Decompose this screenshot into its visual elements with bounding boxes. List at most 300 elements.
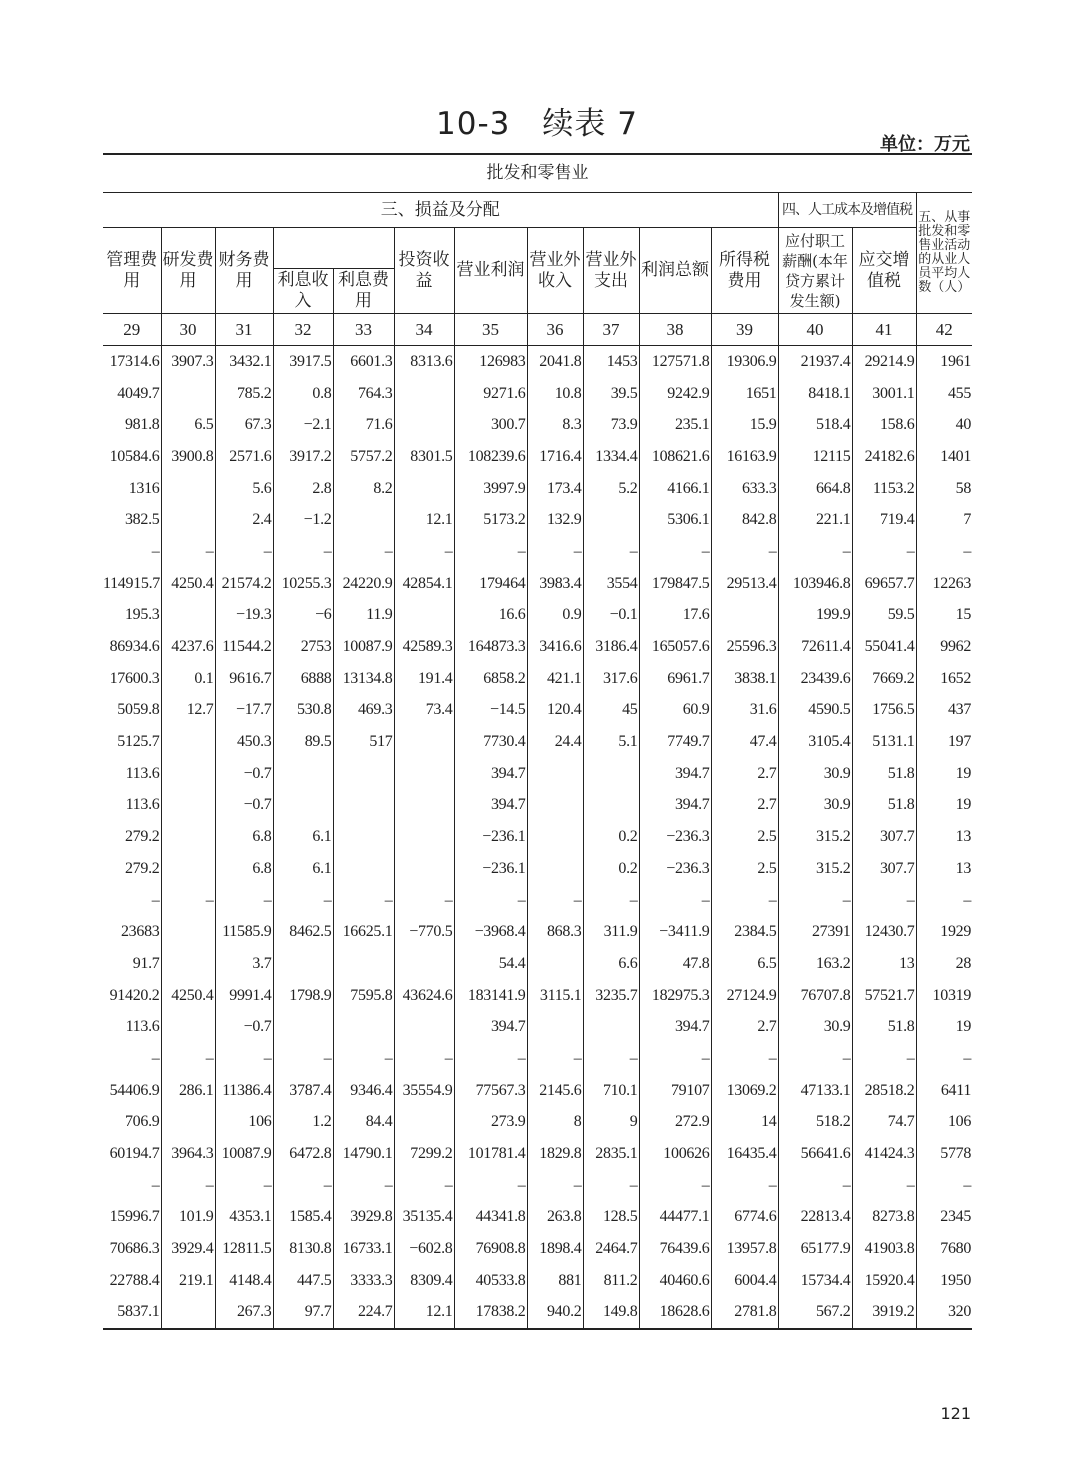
table-cell: 7 [963,511,972,529]
table-cell: 307.7 [852,853,916,885]
table-cell: 279.2 [103,853,161,885]
table-cell: 71.6 [333,409,394,441]
table-cell: 273.9 [454,1107,527,1139]
table-cell: 1829.8 [527,1138,583,1170]
table-cell: 5131.1 [852,726,916,758]
table-cell: 785.2 [215,378,273,410]
table-cell: 719.4 [852,504,916,536]
table-cell: 13 [955,828,972,846]
table-cell: – [215,1170,273,1202]
table-cell: – [778,536,852,568]
table-cell: – [583,1043,639,1075]
table-cell: 27391 [778,916,852,948]
table-cell: 5306.1 [639,504,711,536]
table-cell: 5757.2 [333,441,394,473]
table-cell [161,948,215,980]
table-cell: 9271.6 [454,378,527,410]
table-cell [333,790,394,822]
table-cell: 307.7 [852,821,916,853]
table-cell: −602.8 [394,1233,454,1265]
table-cell [333,758,394,790]
table-cell: 3917.2 [273,441,333,473]
table-cell: – [583,536,639,568]
table-cell: 51.8 [852,790,916,822]
table-cell: – [273,1170,333,1202]
col-41-header: 应交增值税 [852,228,916,314]
table-cell: 16733.1 [333,1233,394,1265]
table-cell: 164873.3 [454,631,527,663]
table-cell: 51.8 [852,758,916,790]
table-cell: −19.3 [215,600,273,632]
table-cell: 19306.9 [711,346,778,378]
table-cell: 39.5 [583,378,639,410]
table-cell: 15920.4 [852,1265,916,1297]
table-cell: 3907.3 [161,346,215,378]
table-cell: 12.1 [394,1297,454,1330]
table-cell: 128.5 [583,1202,639,1234]
table-row [103,885,972,917]
table-cell: 2.7 [711,790,778,822]
table-row [103,1011,972,1043]
sector-header: 批发和零售业 [103,154,972,193]
table-cell: 3929.8 [333,1202,394,1234]
table-cell: 47.8 [639,948,711,980]
table-cell [527,758,583,790]
table-cell: 30.9 [778,790,852,822]
table-cell [394,600,454,632]
table-cell: 8462.5 [273,916,333,948]
table-cell: 31.6 [711,695,778,727]
table-cell: 11386.4 [215,1075,273,1107]
table-cell: 1652 [940,669,972,687]
table-cell [394,821,454,853]
col-42-header: 五、从事批发和零售业活动的从业人员平均人数（人） [916,193,972,314]
table-cell: 1798.9 [273,980,333,1012]
table-cell: 106 [215,1107,273,1139]
table-cell: 1950 [940,1271,972,1289]
table-cell: 69657.7 [852,568,916,600]
table-cell: 195.3 [103,600,161,632]
table-cell: 43624.6 [394,980,454,1012]
table-cell: 219.1 [161,1265,215,1297]
col-29-header: 管理费用 [103,228,161,314]
table-cell: 76707.8 [778,980,852,1012]
col-number: 37 [583,314,639,346]
table-cell: 2345 [940,1208,972,1226]
table-cell: 394.7 [639,790,711,822]
table-cell: 633.3 [711,473,778,505]
table-cell: 394.7 [454,790,527,822]
table-cell: – [161,885,215,917]
table-cell: 15.9 [711,409,778,441]
table-cell: 3917.5 [273,346,333,378]
table-cell: 981.8 [103,409,161,441]
table-cell: 3115.1 [527,980,583,1012]
table-cell: – [852,1043,916,1075]
table-cell: 6472.8 [273,1138,333,1170]
table-cell: 1334.4 [583,441,639,473]
table-cell: 0.1 [161,663,215,695]
table-cell: 3919.2 [852,1297,916,1330]
table-cell [527,1011,583,1043]
table-cell: 4166.1 [639,473,711,505]
table-cell: 15 [955,606,972,624]
table-cell: 113.6 [103,758,161,790]
table-row [103,916,972,948]
table-row [103,821,972,853]
table-cell: 469.3 [333,695,394,727]
table-cell: −17.7 [215,695,273,727]
table-cell: −14.5 [454,695,527,727]
table-cell: 3186.4 [583,631,639,663]
table-cell [583,758,639,790]
table-row [103,346,972,378]
table-cell: – [583,1170,639,1202]
table-cell [161,821,215,853]
table-cell: 12.7 [161,695,215,727]
table-body [103,346,972,1330]
table-cell: 57521.7 [852,980,916,1012]
table-row [103,1138,972,1170]
table-cell: 530.8 [273,695,333,727]
table-cell: 55041.4 [852,631,916,663]
table-cell: – [333,536,394,568]
table-cell [583,1011,639,1043]
table-cell: 113.6 [103,1011,161,1043]
table-cell: – [639,885,711,917]
table-cell: 25596.3 [711,631,778,663]
table-cell: 13 [852,948,916,980]
table-cell: 179464 [454,568,527,600]
table-cell: 10087.9 [215,1138,273,1170]
table-cell: 279.2 [103,821,161,853]
table-cell: −236.1 [454,853,527,885]
table-cell: 7299.2 [394,1138,454,1170]
table-cell: 89.5 [273,726,333,758]
table-cell: – [215,885,273,917]
table-row [103,473,972,505]
table-cell: 3235.7 [583,980,639,1012]
table-cell: – [103,885,161,917]
table-cell [161,378,215,410]
table-cell: 22813.4 [778,1202,852,1234]
table-cell: 18628.6 [639,1297,711,1330]
table-cell: 4250.4 [161,980,215,1012]
table-cell: 706.9 [103,1107,161,1139]
col-31-header: 财务费用 [215,228,273,314]
table-cell: 179847.5 [639,568,711,600]
col-number: 41 [852,314,916,346]
table-cell: – [161,536,215,568]
table-cell: 4250.4 [161,568,215,600]
table-cell: 1716.4 [527,441,583,473]
table-row [103,980,972,1012]
table-cell: 518.2 [778,1107,852,1139]
table-cell: 101781.4 [454,1138,527,1170]
page-title: 10-3 续表 7 [436,106,638,142]
table-cell: 6858.2 [454,663,527,695]
col-number: 33 [333,314,394,346]
table-cell: 60.9 [639,695,711,727]
table-cell: 664.8 [778,473,852,505]
table-cell: – [711,1170,778,1202]
table-cell: 394.7 [639,758,711,790]
table-cell: 11585.9 [215,916,273,948]
table-cell: 12115 [778,441,852,473]
col-33-header: 利息费用 [333,269,394,314]
table-cell: 45 [583,695,639,727]
table-cell: 42589.3 [394,631,454,663]
col-number: 40 [778,314,852,346]
table-cell: 517 [333,726,394,758]
table-cell: 40533.8 [454,1265,527,1297]
table-cell: 2.5 [711,821,778,853]
table-cell: 19 [955,796,972,814]
table-cell: 91420.2 [103,980,161,1012]
table-cell: 54.4 [454,948,527,980]
table-cell [161,853,215,885]
table-cell: 19 [955,1018,972,1036]
table-cell: 9242.9 [639,378,711,410]
table-cell: 320 [916,1297,972,1330]
table-cell: 114915.7 [103,568,161,600]
table-row [103,441,972,473]
table-cell: 9 [583,1107,639,1139]
table-cell: 3333.3 [333,1265,394,1297]
table-cell: 29214.9 [852,346,916,378]
table-cell: 22788.4 [103,1265,161,1297]
table-cell: 30.9 [778,758,852,790]
table-cell: 7749.7 [639,726,711,758]
table-cell: 60194.7 [103,1138,161,1170]
table-cell: 74.7 [852,1107,916,1139]
table-cell: 35554.9 [394,1075,454,1107]
table-cell: – [711,885,778,917]
table-cell: 28518.2 [852,1075,916,1107]
table-cell: 8301.5 [394,441,454,473]
table-cell [161,504,215,536]
table-cell: 2384.5 [711,916,778,948]
table-cell [394,726,454,758]
col-number: 36 [527,314,583,346]
table-cell: 764.3 [333,378,394,410]
table-cell: 6.1 [273,821,333,853]
table-cell: 14 [711,1107,778,1139]
table-cell: 317.6 [583,663,639,695]
table-cell: 40460.6 [639,1265,711,1297]
table-cell: – [394,1043,454,1075]
table-cell: – [333,1043,394,1075]
table-cell: 1401 [940,447,972,465]
table-cell: 76908.8 [454,1233,527,1265]
sub-header-spacer [273,228,394,269]
col-37-header: 营业外支出 [583,228,639,314]
table-cell: 21937.4 [778,346,852,378]
group-header-labor-cost: 四、人工成本及增值税 [778,193,916,228]
table-cell: −2.1 [273,409,333,441]
table-cell: 8313.6 [394,346,454,378]
table-cell: 9616.7 [215,663,273,695]
table-cell: 437 [947,701,972,719]
table-cell: 6.5 [711,948,778,980]
table-cell: 2041.8 [527,346,583,378]
table-cell: 3.7 [215,948,273,980]
table-cell: 28 [955,954,972,972]
table-cell: 191.4 [394,663,454,695]
table-cell: 65177.9 [778,1233,852,1265]
table-cell: 450.3 [215,726,273,758]
table-cell: 12263 [932,574,972,592]
table-row [103,948,972,980]
table-cell [394,409,454,441]
table-cell: 8.2 [333,473,394,505]
table-cell: 79107 [639,1075,711,1107]
table-cell: 7680 [940,1240,972,1258]
table-cell: – [963,1049,972,1067]
table-cell: 76439.6 [639,1233,711,1265]
table-cell: 15734.4 [778,1265,852,1297]
table-cell: – [963,891,972,909]
table-cell: 0.9 [527,600,583,632]
col-36-header: 营业外收入 [527,228,583,314]
table-cell: 1756.5 [852,695,916,727]
table-cell: – [527,536,583,568]
table-cell: – [215,536,273,568]
table-cell: −0.7 [215,758,273,790]
table-cell: 811.2 [583,1265,639,1297]
table-cell [394,378,454,410]
table-row [103,1075,972,1107]
table-cell: 1929 [940,923,972,941]
table-cell: 14790.1 [333,1138,394,1170]
col-30-header: 研发费用 [161,228,215,314]
group-header-profit: 三、损益及分配 [103,193,778,228]
table-cell: 12811.5 [215,1233,273,1265]
col-number: 32 [273,314,333,346]
table-cell: 9991.4 [215,980,273,1012]
table-cell: 10319 [932,986,972,1004]
table-cell: 158.6 [852,409,916,441]
table-cell [161,726,215,758]
table-cell: 16.6 [454,600,527,632]
table-cell: 127571.8 [639,346,711,378]
table-cell: 3105.4 [778,726,852,758]
table-cell: 2464.7 [583,1233,639,1265]
table-cell: 44341.8 [454,1202,527,1234]
table-cell: 47133.1 [778,1075,852,1107]
table-cell: 394.7 [639,1011,711,1043]
table-cell: 1.2 [273,1107,333,1139]
table-cell: 4590.5 [778,695,852,727]
table-cell: 447.5 [273,1265,333,1297]
table-row [103,409,972,441]
table-cell [527,948,583,980]
table-cell: 73.9 [583,409,639,441]
table-cell: 70686.3 [103,1233,161,1265]
table-cell: – [711,1043,778,1075]
table-cell [711,600,778,632]
table-cell: 6774.6 [711,1202,778,1234]
table-cell: – [394,885,454,917]
col-number: 29 [103,314,161,346]
table-cell: 1651 [711,378,778,410]
table-row [103,663,972,695]
table-cell: 6.8 [215,853,273,885]
table-cell: 6888 [273,663,333,695]
table-row [103,504,972,536]
table-cell: 4237.6 [161,631,215,663]
table-cell: – [639,536,711,568]
table-cell: – [454,885,527,917]
table-cell [527,790,583,822]
table-row [103,790,972,822]
table-cell [161,758,215,790]
table-cell: 0.8 [273,378,333,410]
table-cell: −236.1 [454,821,527,853]
table-cell: 16163.9 [711,441,778,473]
table-cell: 30.9 [778,1011,852,1043]
col-number: 39 [711,314,778,346]
table-cell: 4353.1 [215,1202,273,1234]
table-cell [161,1107,215,1139]
table-cell: 3838.1 [711,663,778,695]
table-cell: – [527,1170,583,1202]
table-row [103,853,972,885]
table-cell: 315.2 [778,853,852,885]
table-cell: 41903.8 [852,1233,916,1265]
table-cell: 311.9 [583,916,639,948]
table-cell: 17314.6 [103,346,161,378]
table-cell: 3001.1 [852,378,916,410]
table-cell: 11544.2 [215,631,273,663]
table-cell: – [639,1170,711,1202]
table-cell: 24.4 [527,726,583,758]
table-cell: 5837.1 [103,1297,161,1330]
table-cell: – [215,1043,273,1075]
table-cell: – [161,1170,215,1202]
table-cell: 2145.6 [527,1075,583,1107]
table-cell: 8130.8 [273,1233,333,1265]
table-cell: 5125.7 [103,726,161,758]
table-cell: 9962 [940,638,972,656]
table-cell: – [639,1043,711,1075]
table-cell: 5059.8 [103,695,161,727]
table-cell: 19 [955,764,972,782]
col-38-header: 利润总额 [639,228,711,314]
table-cell: 286.1 [161,1075,215,1107]
table-row [103,1043,972,1075]
table-cell: 8273.8 [852,1202,916,1234]
table-cell: 394.7 [454,758,527,790]
page-number: 121 [940,1404,971,1423]
table-cell: 2835.1 [583,1138,639,1170]
table-row [103,631,972,663]
table-cell: 3997.9 [454,473,527,505]
table-cell: 3432.1 [215,346,273,378]
table-cell: 120.4 [527,695,583,727]
table-cell: 8418.1 [778,378,852,410]
table-cell [394,758,454,790]
table-cell: 6.1 [273,853,333,885]
table-cell: – [778,885,852,917]
table-cell: 165057.6 [639,631,711,663]
table-cell: 163.2 [778,948,852,980]
table-cell: 40 [955,416,972,434]
table-cell: 58 [955,479,972,497]
table-cell [394,1107,454,1139]
table-cell: 10584.6 [103,441,161,473]
table-cell: 6.5 [161,409,215,441]
